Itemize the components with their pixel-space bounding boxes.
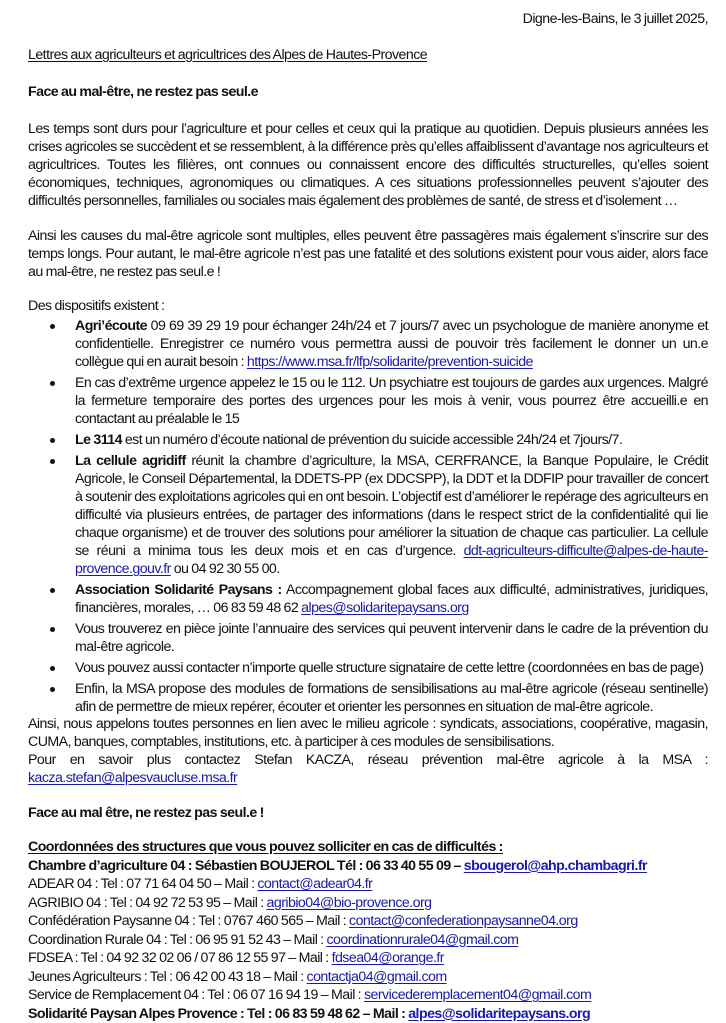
contact-email-link[interactable]: servicederemplacement04@gmail.com (364, 987, 591, 1003)
contact-org: Jeunes Agriculteurs : Tel : 06 42 00 43 18 – Mail : (28, 969, 307, 985)
contact-org: Service de Remplacement 04 : Tel : 06 07 16 94 19 – Mail : (28, 987, 364, 1003)
contact-row-chambre-agriculture (28, 857, 726, 876)
item-title: La cellule agridiff (75, 453, 186, 469)
contact-email-link[interactable]: contactja04@gmail.com (307, 969, 447, 985)
item-title: Association Solidarité Paysans : (75, 582, 282, 598)
contact-row-coordination-rurale (28, 931, 726, 950)
item-text: Enfin, la MSA propose des modules de formations de sensibilisations au mal-être agricole (réseau sentinelle) afin de permettre de mieux repérer, écouter et orienter les personnes en situation de mal-être agricole. (75, 681, 708, 715)
bullet-icon (50, 459, 55, 464)
contact-email-link[interactable]: fdsea04@orange.fr (332, 950, 444, 966)
contact-row-adear (28, 875, 726, 894)
item-text: 09 69 39 29 19 pour échanger 24h/24 et 7 jours/7 avec un psychologue de manière anonyme et confidentielle. Enregistrer ce numéro vous permettra aussi de pouvoir très facilement le donner un un.e collègue qui en aurait besoin : (75, 318, 708, 370)
bullet-icon (50, 666, 55, 671)
kacza-email-link[interactable]: kacza.stefan@alpesvaucluse.msa.fr (28, 769, 237, 787)
item-text: Vous trouverez en pièce jointe l’annuaire des services qui peuvent intervenir dans le cadre de la prévention du mal-être agricole. (75, 621, 708, 655)
contact-org: ADEAR 04 : Tel : 07 71 64 04 50 – Mail : (28, 876, 257, 892)
dispositifs-list (28, 317, 708, 719)
contact-org: AGRIBIO 04 : Tel : 04 92 72 53 95 – Mail : (28, 895, 267, 911)
contact-org: Coordination Rurale 04 : Tel : 06 95 91 52 43 – Mail : (28, 932, 326, 948)
contact-row-confederation-paysanne (28, 912, 726, 931)
contact-org: FDSEA : Tel : 04 92 32 02 06 / 07 86 12 55 97 – Mail : (28, 950, 332, 966)
contact-paragraph: Pour en savoir plus contactez Stefan KACZA, réseau prévention mal-être agricole à la MSA : (28, 751, 708, 769)
closing-slogan: Face au mal être, ne restez pas seul.e ! (28, 804, 264, 822)
list-item-solidarite-paysans (28, 581, 708, 617)
contact-email-link[interactable]: contact@adear04.fr (257, 876, 372, 892)
item-text: réunit la chambre d’agriculture, la MSA, CERFRANCE, la Banque Populaire, le Crédit Agricole, le Conseil Départemental, la DDETS-PP (ex DDCSPP), la DDT et la DDFIP pour travailler de concert à soutenir des exploitations agricoles qui en ont besoin. L’objectif est d’améliorer le repérage des agriculteurs en difficulté via plusieurs entrées, de partager des informations (dans le respect strict de la confidentialité qui lie chaque organisme) et de trouver des solutions pour améliorer la situation de chaque cas particulier. La cellule se réuni a minima tous les deux mois et en cas d’urgence. (75, 453, 708, 559)
contact-org: Solidarité Paysan Alpes Provence : Tel : 06 83 59 48 62 – Mail : (28, 1006, 408, 1022)
item-text: est un numéro d’écoute national de prévention du suicide accessible 24h/24 et 7jours/7. (122, 432, 622, 448)
contact-row-jeunes-agriculteurs (28, 968, 726, 987)
list-item-3114 (28, 431, 708, 449)
place-date: Digne-les-Bains, le 3 juillet 2025, (523, 10, 708, 28)
contacts-heading: Coordonnées des structures que vous pouvez solliciter en cas de difficultés : (28, 838, 726, 857)
contact-org: Chambre d’agriculture 04 : Sébastien BOUJEROL Tél : 06 33 40 55 09 – (28, 858, 464, 874)
contacts-block (28, 838, 726, 1023)
dispositifs-intro: Des dispositifs existent : (28, 297, 164, 315)
appeal-paragraph: Ainsi, nous appelons toutes personnes en lien avec le milieu agricole : syndicats, associations, coopérative, magasin, CUMA, banques, comptables, institutions, etc. à participer à ces modules de sensibilisations. (28, 715, 708, 751)
item-title: Le 3114 (75, 432, 122, 448)
contact-row-service-remplacement (28, 986, 726, 1005)
bullet-icon (50, 627, 55, 632)
contact-row-agribio (28, 894, 726, 913)
contact-org: Confédération Paysanne 04 : Tel : 0767 460 565 – Mail : (28, 913, 349, 929)
bullet-icon (50, 381, 55, 386)
item-title: Agri’écoute (75, 318, 147, 334)
contact-row-solidarite-paysan (28, 1005, 726, 1023)
bullet-icon (50, 588, 55, 593)
msa-prevention-link[interactable]: https://www.msa.fr/lfp/solidarite/prevention-suicide (247, 354, 533, 370)
list-item-agridiff (28, 452, 708, 578)
item-text: Vous pouvez aussi contacter n’importe quelle structure signataire de cette lettre (coordonnées en bas de page) (75, 660, 703, 676)
letter-subject: Lettres aux agriculteurs et agricultrices des Alpes de Hautes-Provence (28, 46, 427, 64)
contact-email-link[interactable]: sbougerol@ahp.chambagri.fr (464, 858, 647, 874)
letter-headline: Face au mal-être, ne restez pas seul.e (28, 83, 258, 101)
ddt-email-link[interactable]: ddt-agriculteurs-difficulte@alpes-de-haute-provence.gouv.fr (75, 543, 708, 577)
list-item-structures (28, 659, 708, 677)
contact-email-link[interactable]: contact@confederationpaysanne04.org (349, 913, 578, 929)
contact-email-link[interactable]: coordinationrurale04@gmail.com (326, 932, 518, 948)
intro-paragraph: Les temps sont durs pour l’agriculture et pour celles et ceux qui la pratique au quotidien. Depuis plusieurs années les crises agricoles se succèdent et se ressemblent, à la différence près qu’elles affaiblissent d’avantage nos agriculteurs et agricultrices. Toutes les filières, ont connues ou connaissent encore des difficultés structurelles, qu’elles soient économiques, techniques, agronomiques ou climatiques. A ces situations professionnelles peuvent s’ajouter des difficultés personnelles, familiales ou sociales mais également des problèmes de santé, de stress et d’isolement … (28, 120, 708, 210)
contact-email-link[interactable]: agribio04@bio-provence.org (267, 895, 432, 911)
list-item-agri-ecoute (28, 317, 708, 371)
bullet-icon (50, 324, 55, 329)
contact-email-link[interactable]: alpes@solidaritepaysans.org (408, 1006, 590, 1022)
bullet-icon (50, 438, 55, 443)
solidarite-paysans-email-link[interactable]: alpes@solidaritepaysans.org (301, 600, 469, 616)
list-item-annuaire (28, 620, 708, 656)
contact-row-fdsea (28, 949, 726, 968)
list-item-urgence (28, 374, 708, 428)
list-item-msa-modules (28, 680, 708, 716)
item-text-after: ou 04 92 30 55 00. (171, 561, 280, 577)
bullet-icon (50, 687, 55, 692)
causes-paragraph: Ainsi les causes du mal-être agricole sont multiples, elles peuvent être passagères mais également s’inscrire sur des temps longs. Pour autant, le mal-être agricole n’est pas une fatalité et des solutions existent pour vous aider, alors face au mal-être, ne restez pas seul.e ! (28, 227, 708, 281)
item-text: Accompagnement global faces aux difficulté, administratives, juridiques, financières, morales, … 06 83 59 48 62 (75, 582, 708, 616)
item-text: En cas d’extrême urgence appelez le 15 ou le 112. Un psychiatre est toujours de gardes aux urgences. Malgré la fermeture temporaire des portes des urgences pour les mois à venir, vous pourrez être accueilli.e en contactant au préalable le 15 (75, 375, 708, 427)
